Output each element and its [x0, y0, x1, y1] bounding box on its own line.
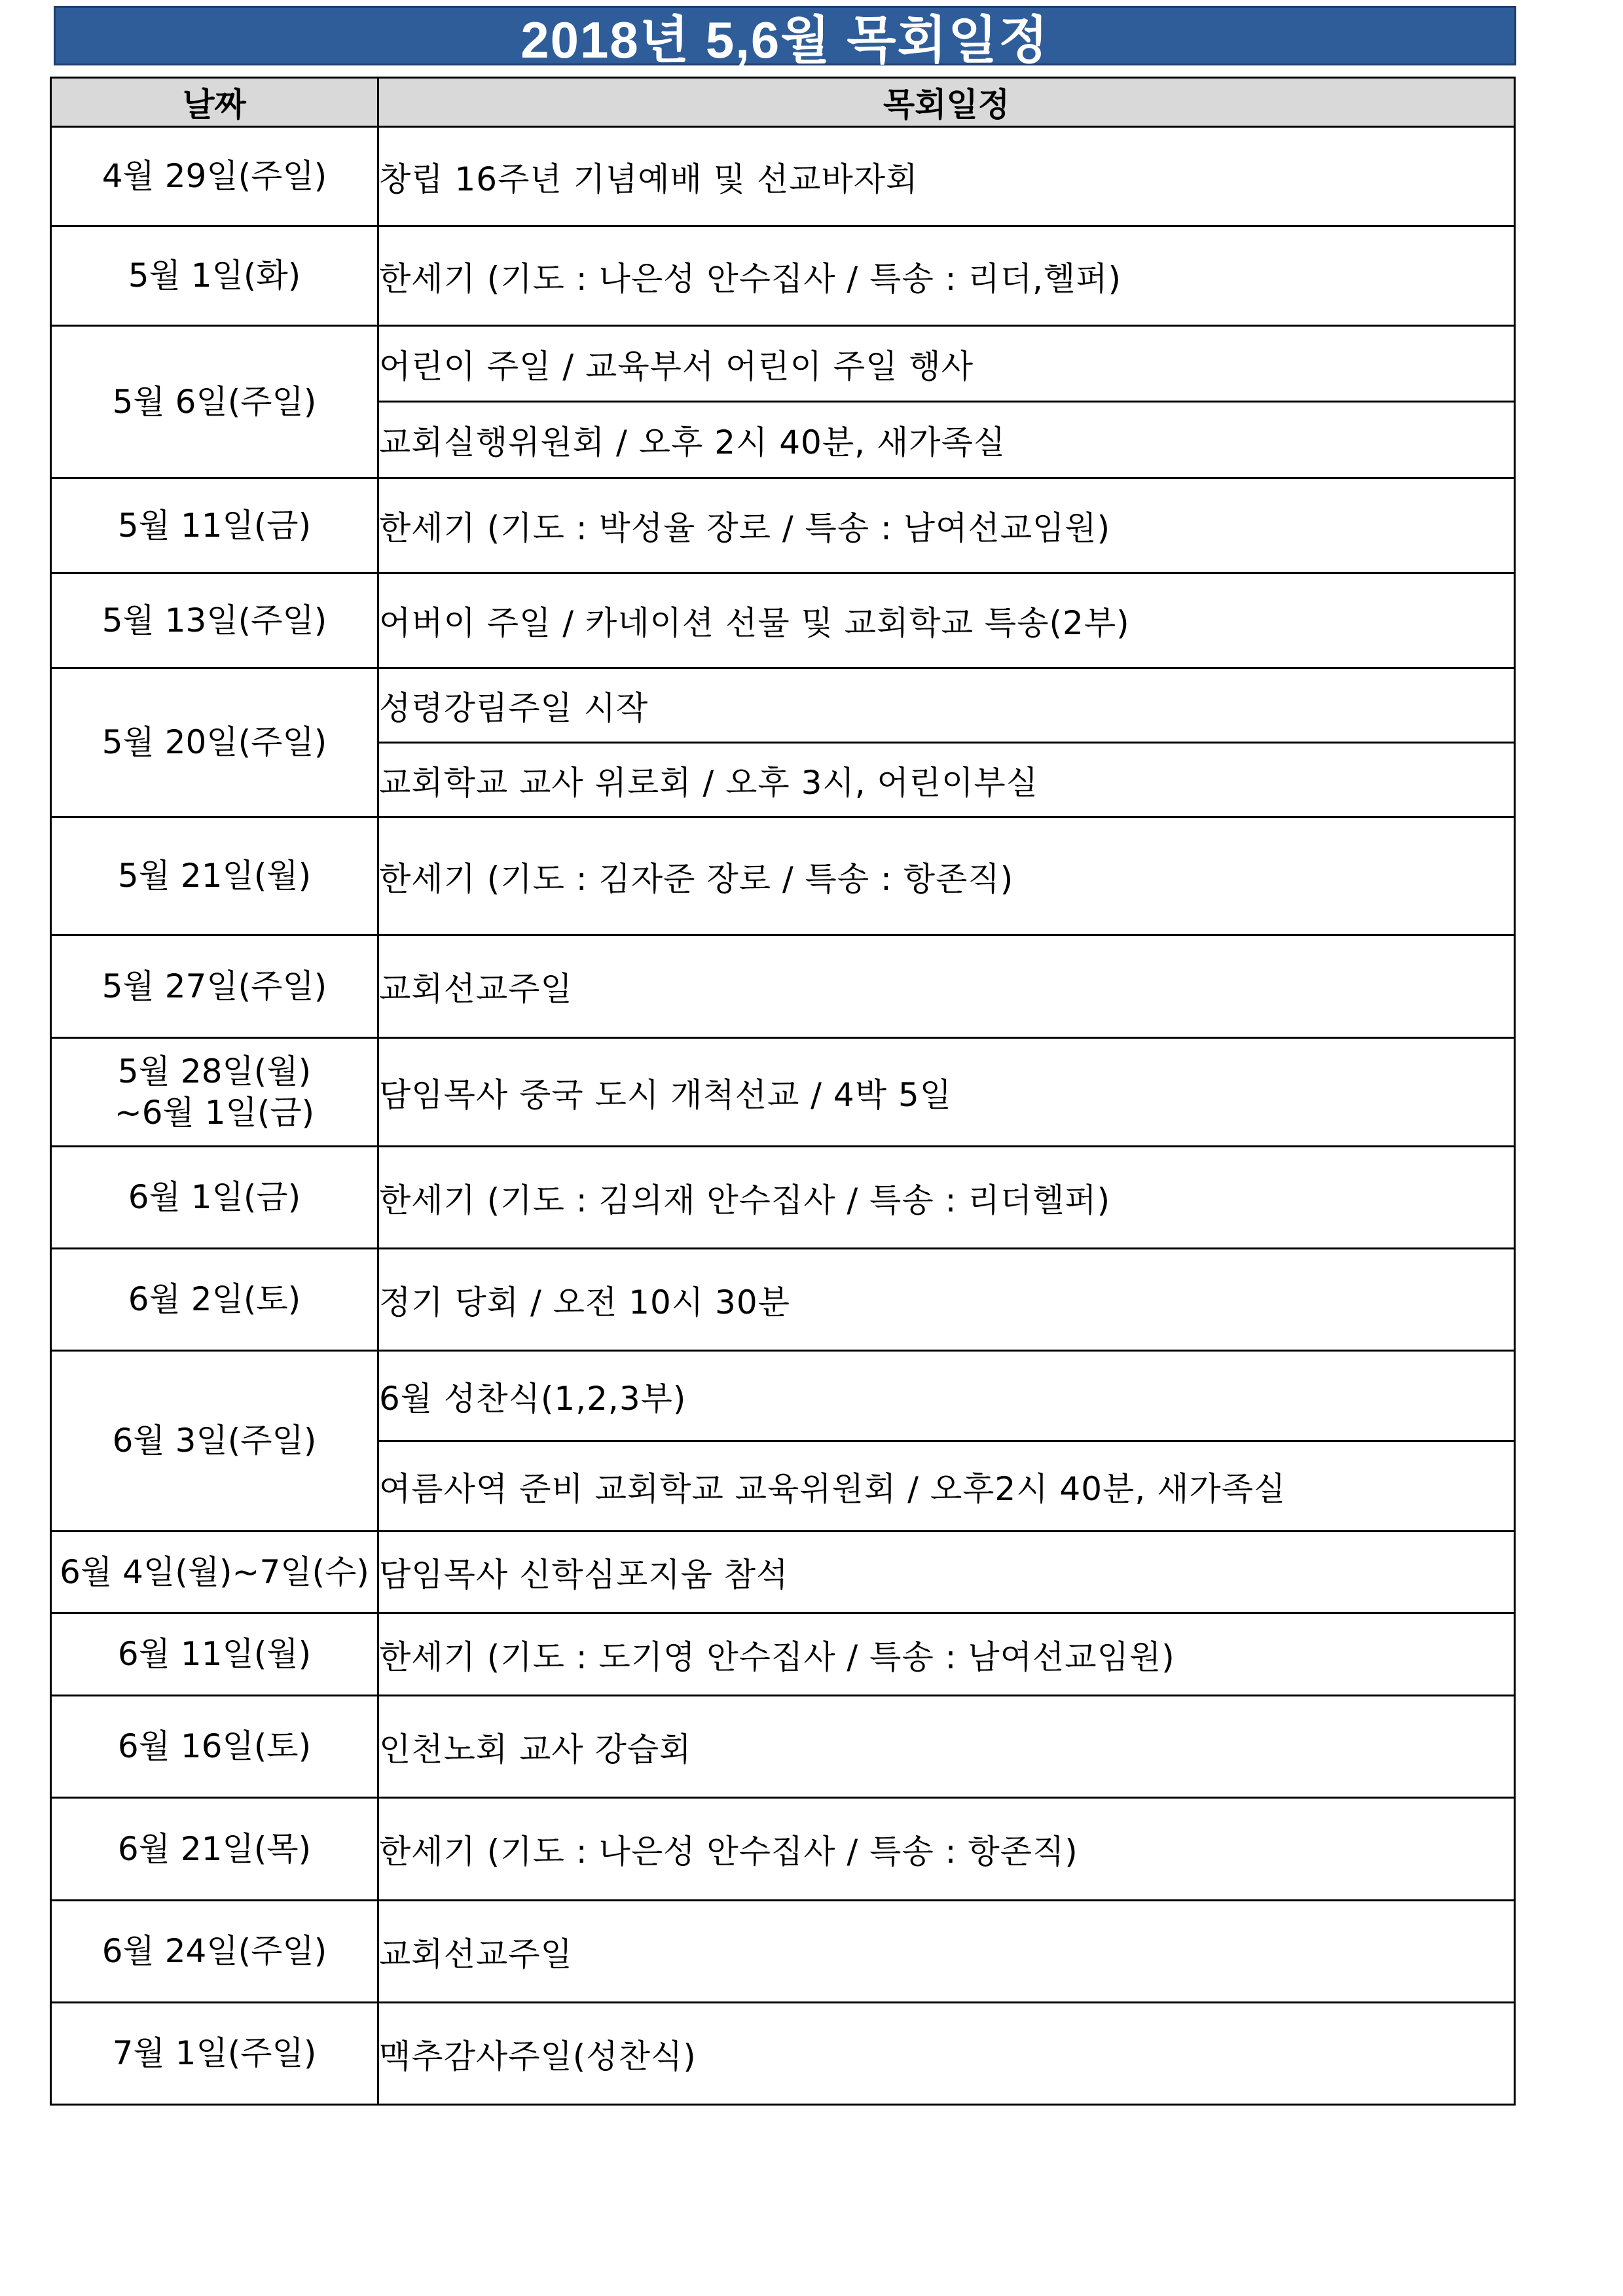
table-row [51, 1532, 1515, 1613]
event-cell: 여름사역 준비 교회학교 교육위원회 / 오후2시 40분, 새가족실 [378, 1441, 1515, 1532]
date-cell: 5월 13일(주일) [51, 573, 378, 668]
event-cell: 한세기 (기도 : 김의재 안수집사 / 특송 : 리더헬퍼) [378, 1147, 1515, 1249]
date-cell: 5월 1일(화) [51, 226, 378, 326]
event-column-header: 목회일정 [378, 78, 1515, 127]
event-cell: 한세기 (기도 : 나은성 안수집사 / 특송 : 리더,헬퍼) [378, 226, 1515, 326]
event-cell: 담임목사 중국 도시 개척선교 / 4박 5일 [378, 1038, 1515, 1147]
date-cell: 5월 6일(주일) [51, 326, 378, 478]
event-cell: 교회선교주일 [378, 935, 1515, 1038]
date-cell: 4월 29일(주일) [51, 127, 378, 226]
date-column-header: 날짜 [51, 78, 378, 127]
event-cell: 성령강림주일 시작 [378, 668, 1515, 743]
table-row [51, 226, 1515, 326]
table-row [51, 817, 1515, 935]
date-start: 5월 28일(월) [117, 1052, 312, 1090]
date-cell: 6월 3일(주일) [51, 1351, 378, 1532]
event-cell: 창립 16주년 기념예배 및 선교바자회 [378, 127, 1515, 226]
date-cell: 6월 2일(토) [51, 1249, 378, 1351]
header-row [51, 78, 1515, 127]
event-cell: 교회학교 교사 위로회 / 오후 3시, 어린이부실 [378, 743, 1515, 817]
table-row [51, 668, 1515, 743]
event-cell: 한세기 (기도 : 도기영 안수집사 / 특송 : 남여선교임원) [378, 1613, 1515, 1696]
date-cell [51, 1038, 378, 1147]
event-cell: 정기 당회 / 오전 10시 30분 [378, 1249, 1515, 1351]
event-cell: 한세기 (기도 : 김자준 장로 / 특송 : 항존직) [378, 817, 1515, 935]
table-row [51, 326, 1515, 402]
date-cell: 5월 11일(금) [51, 478, 378, 573]
event-cell: 한세기 (기도 : 박성율 장로 / 특송 : 남여선교임원) [378, 478, 1515, 573]
date-cell: 6월 4일(월)~7일(수) [51, 1532, 378, 1613]
table-row [51, 2003, 1515, 2105]
date-cell: 6월 16일(토) [51, 1696, 378, 1798]
date-end: ~6월 1일(금) [114, 1093, 315, 1132]
table-row [51, 1038, 1515, 1147]
date-cell: 5월 21일(월) [51, 817, 378, 935]
table-row [51, 127, 1515, 226]
event-cell: 어버이 주일 / 카네이션 선물 및 교회학교 특송(2부) [378, 573, 1515, 668]
table-row [51, 1696, 1515, 1798]
date-cell: 6월 24일(주일) [51, 1901, 378, 2003]
title-bar [54, 6, 1516, 69]
event-cell: 6월 성찬식(1,2,3부) [378, 1351, 1515, 1441]
table-row [51, 573, 1515, 668]
event-cell: 담임목사 신학심포지움 참석 [378, 1532, 1515, 1613]
date-cell: 5월 27일(주일) [51, 935, 378, 1038]
event-cell: 한세기 (기도 : 나은성 안수집사 / 특송 : 항존직) [378, 1798, 1515, 1901]
table-row [51, 1249, 1515, 1351]
table-row [51, 478, 1515, 573]
event-cell: 인천노회 교사 강습회 [378, 1696, 1515, 1798]
event-cell: 어린이 주일 / 교육부서 어린이 주일 행사 [378, 326, 1515, 402]
event-cell: 교회선교주일 [378, 1901, 1515, 2003]
table-row [51, 1613, 1515, 1696]
date-cell: 6월 21일(목) [51, 1798, 378, 1901]
event-cell: 맥추감사주일(성찬식) [378, 2003, 1515, 2105]
table-row [51, 1147, 1515, 1249]
date-cell: 5월 20일(주일) [51, 668, 378, 817]
date-cell: 6월 1일(금) [51, 1147, 378, 1249]
table-row [51, 1798, 1515, 1901]
event-cell: 교회실행위원회 / 오후 2시 40분, 새가족실 [378, 402, 1515, 478]
table-row [51, 935, 1515, 1038]
table-row [51, 1901, 1515, 2003]
schedule-table [50, 77, 1516, 2106]
date-cell: 6월 11일(월) [51, 1613, 378, 1696]
page-title: 2018년 5,6월 목회일정 [520, 10, 1049, 69]
date-cell: 7월 1일(주일) [51, 2003, 378, 2105]
table-row [51, 1351, 1515, 1441]
